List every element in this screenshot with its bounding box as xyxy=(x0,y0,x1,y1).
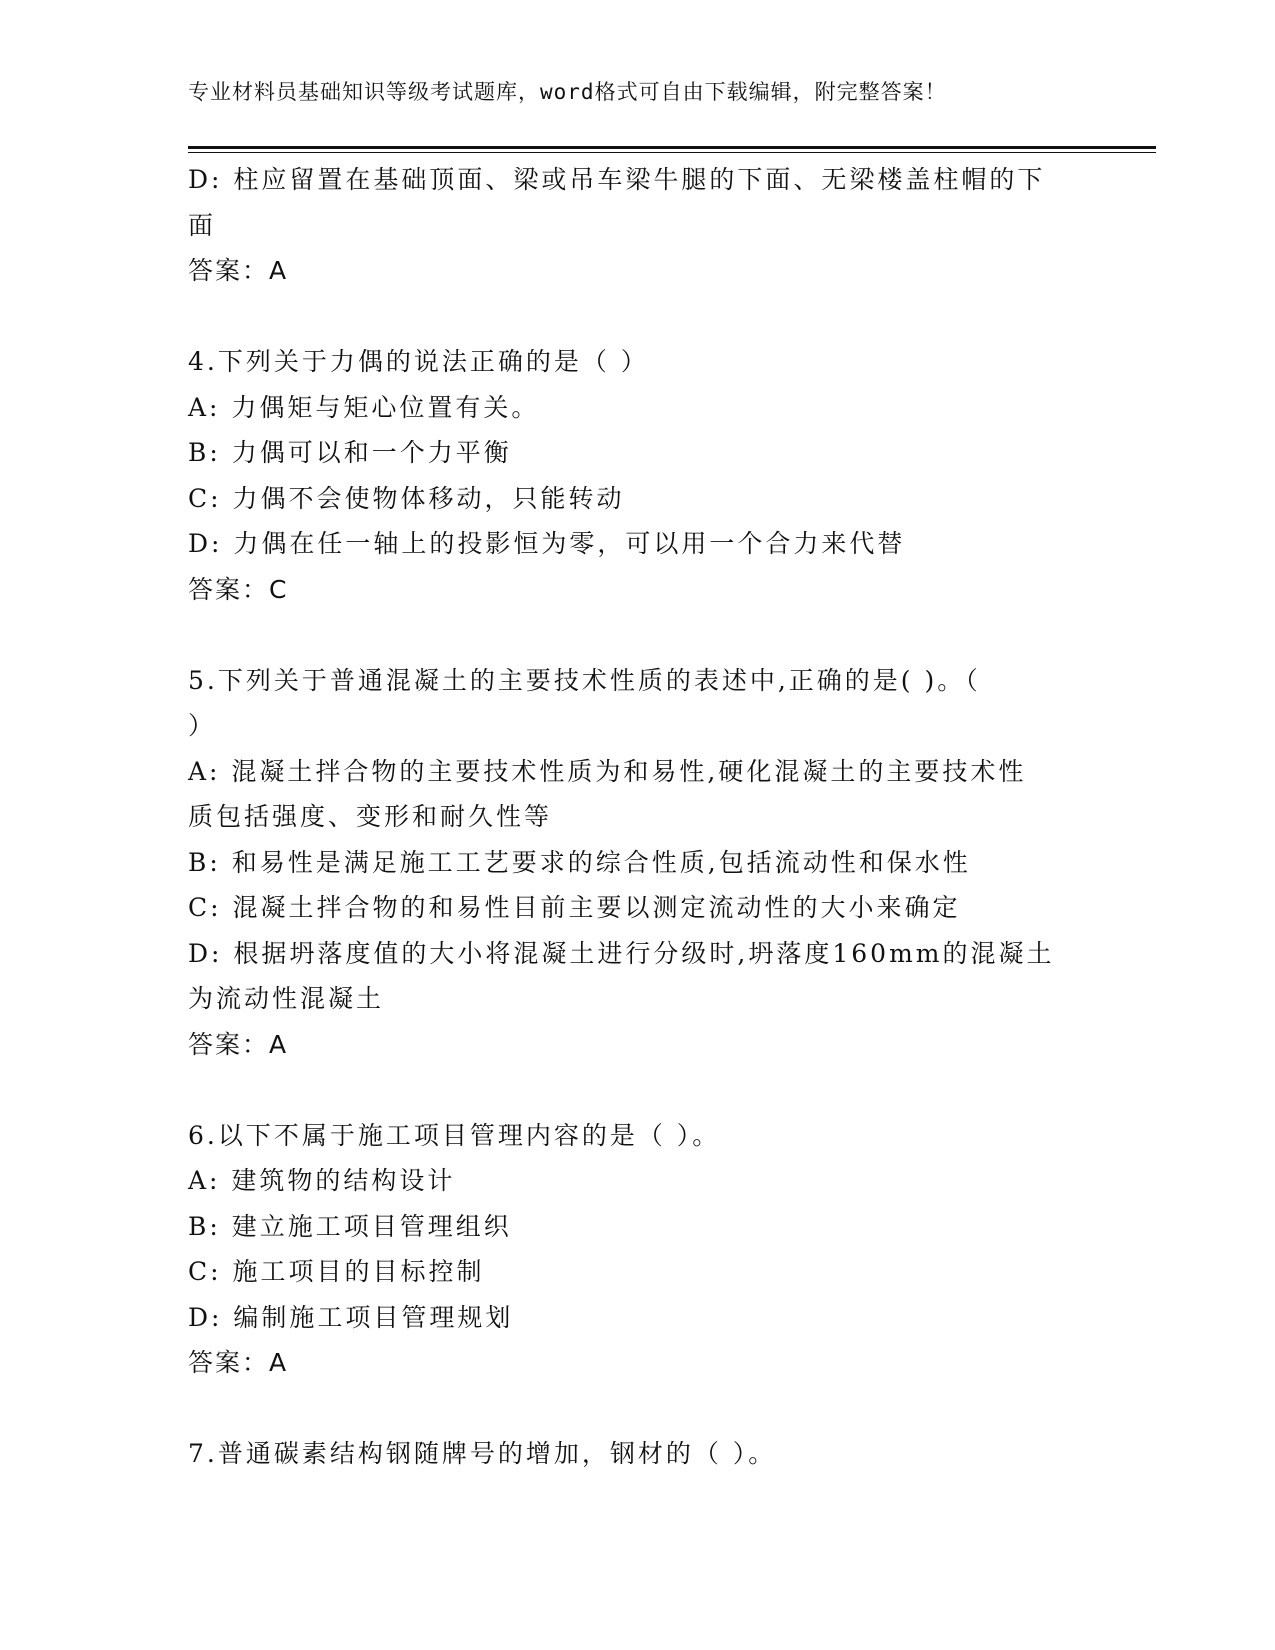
q6-option-b: B: 建立施工项目管理组织 xyxy=(188,1211,512,1241)
spacer xyxy=(188,294,1088,340)
question-5 xyxy=(188,658,1088,1068)
q5-option-d-line1: D: 根据坍落度值的大小将混凝土进行分级时,坍落度160mm的混凝土 xyxy=(188,938,1055,968)
q4-option-d: D: 力偶在任一轴上的投影恒为零，可以用一个合力来代替 xyxy=(188,529,906,558)
q3-option-d-line1: D: 柱应留置在基础顶面、梁或吊车梁牛腿的下面、无梁楼盖柱帽的下 xyxy=(188,165,1046,194)
header-divider-thin xyxy=(188,152,1156,153)
q7-stem: 7.普通碳素结构钢随牌号的增加，钢材的（ ）。 xyxy=(188,1439,777,1468)
q5-stem-line1: 5.下列关于普通混凝土的主要技术性质的表述中,正确的是( )。（ xyxy=(188,665,981,695)
q4-option-a: A: 力偶矩与矩心位置有关。 xyxy=(188,392,540,422)
spacer xyxy=(188,1067,1088,1113)
spacer xyxy=(188,1386,1088,1432)
q4-option-c: C: 力偶不会使物体移动，只能转动 xyxy=(188,483,625,513)
page-header: 专业材料员基础知识等级考试题库，word格式可自由下载编辑，附完整答案！ xyxy=(188,80,947,104)
q5-option-a-line2: 质包括强度、变形和耐久性等 xyxy=(188,802,553,831)
q5-answer: 答案：A xyxy=(188,1029,289,1059)
q5-option-d-line2: 为流动性混凝土 xyxy=(188,984,385,1013)
question-3-tail xyxy=(188,157,1088,294)
question-7 xyxy=(188,1431,1088,1477)
q5-option-a-line1: A: 混凝土拌合物的主要技术性质为和易性,硬化混凝土的主要技术性 xyxy=(188,756,1027,786)
q5-option-b: B: 和易性是满足施工工艺要求的综合性质,包括流动性和保水性 xyxy=(188,847,971,877)
spacer xyxy=(188,612,1088,658)
question-4 xyxy=(188,339,1088,612)
q3-answer: 答案：A xyxy=(188,256,289,285)
header-divider-thick xyxy=(188,146,1156,149)
q3-option-d-line2: 面 xyxy=(188,210,217,240)
q6-option-d: D: 编制施工项目管理规划 xyxy=(188,1302,514,1332)
question-content xyxy=(188,157,1088,1477)
q5-stem-line2: ） xyxy=(188,711,217,740)
q6-option-c: C: 施工项目的目标控制 xyxy=(188,1257,485,1286)
question-6 xyxy=(188,1113,1088,1386)
q6-stem: 6.以下不属于施工项目管理内容的是（ ）。 xyxy=(188,1120,721,1150)
q4-option-b: B: 力偶可以和一个力平衡 xyxy=(188,438,512,467)
q6-answer: 答案：A xyxy=(188,1348,289,1377)
q4-stem: 4.下列关于力偶的说法正确的是（ ） xyxy=(188,347,649,376)
q6-option-a: A: 建筑物的结构设计 xyxy=(188,1166,456,1195)
q4-answer: 答案：C xyxy=(188,574,289,604)
q5-option-c: C: 混凝土拌合物的和易性目前主要以测定流动性的大小来确定 xyxy=(188,893,961,922)
